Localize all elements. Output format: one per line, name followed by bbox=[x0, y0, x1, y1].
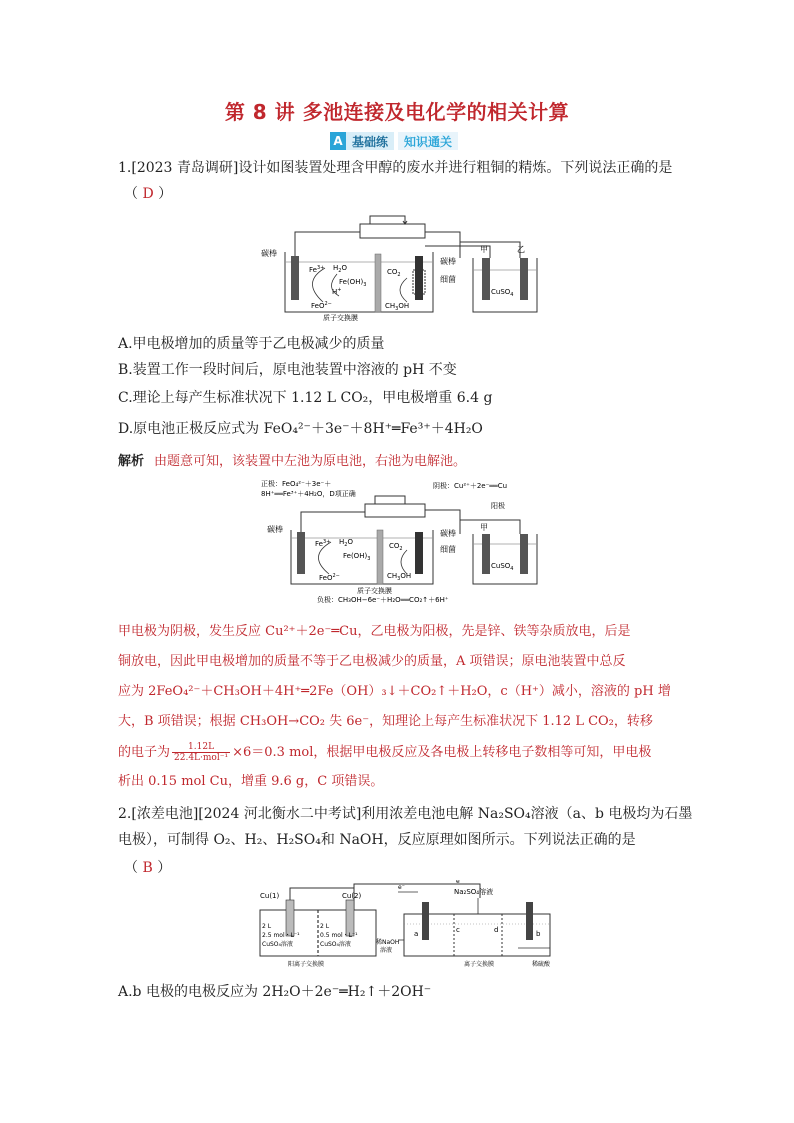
q1-label-hplus: H+ bbox=[332, 287, 342, 296]
q2-answer-line bbox=[124, 858, 171, 878]
q2-left-conc2: 2.5 mol・L⁻¹ bbox=[262, 932, 300, 939]
q2-electrode-cu1 bbox=[286, 900, 294, 936]
q1b-rheostat bbox=[365, 504, 425, 517]
explanation-p5-post: ×6＝0.3 mol，根据甲电极反应及各电极上转移电子数相等可知，甲电极 bbox=[232, 745, 652, 760]
q1-label-feo4: FeO$^{2-}$ bbox=[311, 301, 332, 310]
q1-label-feoh3: $Fe(OH)_3$ bbox=[339, 278, 367, 288]
q1-label-carbon-left: 碳棒 bbox=[261, 249, 277, 258]
q1-label-co2: $CO_2$ bbox=[387, 268, 401, 278]
q1b-label-carbon-left: 碳棒 bbox=[267, 525, 283, 534]
q1b-label-carbon-right: 碳棒 bbox=[440, 529, 456, 538]
q2-label-cu2: Cu(2) bbox=[342, 892, 362, 900]
q2-label-cu1: Cu(1) bbox=[260, 892, 280, 900]
q1b-slider-wire bbox=[375, 496, 405, 504]
q1-label-jia: 甲 bbox=[480, 245, 488, 254]
explanation-p5-pre: 的电子为 bbox=[118, 745, 171, 760]
q2-electrode-cu2 bbox=[346, 900, 354, 936]
q2-right-conc2: 0.5 mol・L⁻¹ bbox=[320, 932, 358, 939]
explanation-p6: 析出 0.15 mol Cu，增重 9.6 g，C 项错误。 bbox=[118, 774, 384, 789]
explanation-p3: 应为 2FeO₄²⁻＋CH₃OH＋4H⁺═2Fe（OH）₃↓＋CO₂↑＋H₂O，c（H⁺）减小，溶液的 pH 增 bbox=[118, 684, 671, 699]
badge-sub: 知识通关 bbox=[398, 132, 458, 150]
q1-electrode-yi bbox=[520, 258, 528, 300]
page-title: 第 8 讲 多池连接及电化学的相关计算 bbox=[224, 100, 570, 124]
q1-label-bacteria: 细菌 bbox=[440, 275, 456, 284]
q2-label-h2so4: 稀硫酸 bbox=[532, 961, 551, 968]
q1-explanation-intro-line bbox=[118, 452, 466, 472]
q2-cation-membrane-label: 阳离子交换膜 bbox=[288, 961, 325, 968]
q2-label-naoh2: 溶液 bbox=[380, 947, 393, 954]
q2-right-conc3: CuSO₄溶液 bbox=[320, 941, 351, 948]
q1b-label-feo4: FeO$^{2-}$ bbox=[319, 573, 340, 582]
explanation-p2: 铜放电，因此甲电极增加的质量不等于乙电极减少的质量，A 项错误；原电池装置中总反 bbox=[118, 654, 626, 669]
q1b-electrode-right bbox=[415, 532, 423, 574]
q1-answer-prefix: （ bbox=[124, 186, 143, 202]
q1b-label-jia: 甲 bbox=[480, 523, 488, 532]
badge-letter: A bbox=[330, 132, 346, 150]
q1b-electrode-left bbox=[297, 532, 305, 574]
badge-level: 基础练 bbox=[346, 132, 394, 150]
q1-label-ch3oh: $CH_3OH$ bbox=[385, 302, 410, 312]
q1b-membrane bbox=[377, 530, 383, 584]
q1-label-cuso4: CuSO$_4$ bbox=[491, 288, 514, 298]
q1-option-a: A.甲电极增加的质量等于乙电极减少的质量 bbox=[118, 336, 385, 352]
q1b-pos-line2: 8H⁺══Fe³⁺＋4H₂O，D项正确 bbox=[261, 490, 356, 498]
q1-label-carbon-right: 碳棒 bbox=[440, 257, 456, 266]
q1b-pos-line1: 正极：FeO₄²⁻＋3e⁻＋ bbox=[261, 480, 332, 488]
q1b-label-fe3: $Fe^{3+}$ bbox=[315, 539, 331, 548]
q1-electrode-jia bbox=[482, 258, 490, 300]
q2-stem-line1: 2.[浓差电池][2024 河北衡水二中考试]利用浓差电池电解 Na₂SO₄溶液（a、b 电极均为石墨 bbox=[118, 806, 693, 822]
q1b-label-membrane: 质子交换膜 bbox=[357, 587, 392, 595]
q2-label-d: d bbox=[494, 926, 499, 934]
q2-wire-hidden bbox=[290, 882, 408, 888]
q1-wire-mid bbox=[425, 232, 460, 258]
q1-electrode-left bbox=[291, 256, 299, 300]
q1b-label-ch3oh: $CH_3OH$ bbox=[387, 572, 412, 582]
q1-electrode-right bbox=[415, 256, 423, 300]
q1b-arrow-right bbox=[401, 550, 407, 574]
q1b-label-feoh3: $Fe(OH)_3$ bbox=[343, 552, 371, 562]
q1-label-fe3: $Fe^{3+}$ bbox=[309, 265, 325, 274]
q1-stem: 1.[2023 青岛调研]设计如图装置处理含甲醇的废水并进行粗铜的精炼。下列说法正确的是 bbox=[118, 160, 673, 176]
explanation-p4: 大，B 项错误；根据 CH₃OH→CO₂ 失 6e⁻，知理论上每产生标准状况下 1.12 L CO₂，转移 bbox=[118, 714, 653, 729]
q1b-anode: 阳极 bbox=[491, 502, 505, 510]
section-badge bbox=[330, 132, 458, 150]
q1-answer-line bbox=[124, 184, 172, 204]
q2-electrode-a bbox=[422, 902, 429, 940]
q2-label-na2so4: Na₂SO₄溶液 bbox=[454, 888, 494, 896]
q2-electron-label: e⁻ bbox=[456, 880, 463, 885]
q1-rheostat bbox=[360, 224, 425, 238]
explanation-label: 解析 bbox=[118, 454, 145, 469]
q2-answer-prefix: （ bbox=[124, 860, 143, 876]
q1-label-membrane: 质子交换膜 bbox=[323, 314, 358, 322]
q1-label-h2o: $H_2O$ bbox=[333, 264, 347, 274]
explanation-p5 bbox=[118, 742, 651, 763]
q1b-label-bacteria: 细菌 bbox=[440, 545, 456, 554]
explanation-p1: 甲电极为阴极，发生反应 Cu²⁺＋2e⁻═Cu，乙电极为阳极，先是锌、铁等杂质放电，后是 bbox=[118, 624, 631, 639]
q1-label-yi: 乙 bbox=[517, 245, 525, 254]
q1b-label-co2: $CO_2$ bbox=[389, 542, 403, 552]
q1-arrow-right bbox=[400, 278, 407, 302]
q1b-label-h2o: $H_2O$ bbox=[339, 538, 353, 548]
q1-answer-suffix: ） bbox=[153, 186, 173, 202]
q2-answer-suffix: ） bbox=[152, 860, 172, 876]
q1b-cathode: 阴极：Cu²⁺＋2e⁻══Cu bbox=[433, 482, 508, 490]
q1b-wire-left bbox=[301, 512, 365, 572]
q2-option-a: A.b 电极的电极反应为 2H₂O＋2e⁻═H₂↑＋2OH⁻ bbox=[118, 984, 432, 1000]
q1b-label-cuso4: CuSO$_4$ bbox=[491, 562, 514, 572]
fraction-denominator: 22.4L·mol⁻¹ bbox=[174, 753, 229, 763]
q2-left-conc1: 2 L bbox=[262, 923, 272, 930]
q2-label-b: b bbox=[536, 930, 541, 938]
q1b-electrode-yi bbox=[520, 534, 528, 574]
q1-membrane bbox=[375, 254, 381, 312]
q2-left-conc3: CuSO₄溶液 bbox=[262, 941, 293, 948]
q1-answer: D bbox=[142, 186, 154, 202]
q1-option-c: C.理论上每产生标准状况下 1.12 L CO₂，甲电极增重 6.4 g bbox=[118, 390, 493, 406]
q2-ion-membrane-label: 离子交换膜 bbox=[464, 961, 495, 968]
explanation-fraction bbox=[172, 742, 230, 763]
q2-stem-line2: 电极），可制得 O₂、H₂、H₂SO₄和 NaOH，反应原理如图所示。下列说法正确的是 bbox=[118, 832, 636, 848]
q1-option-d: D.原电池正极反应式为 FeO₄²⁻＋3e⁻＋8H⁺═Fe³⁺＋4H₂O bbox=[118, 421, 483, 437]
explanation-intro: 由题意可知，该装置中左池为原电池，右池为电解池。 bbox=[154, 454, 467, 469]
q2-label-naoh: 稀NaOH bbox=[376, 939, 400, 946]
q1-slider-wire bbox=[370, 216, 405, 224]
q2-label-c: c bbox=[456, 926, 460, 934]
q2-right-conc1: 2 L bbox=[320, 923, 330, 930]
q2-electron-label-2: e⁻ bbox=[398, 884, 405, 891]
q2-label-a: a bbox=[414, 930, 419, 938]
q1b-electrode-jia bbox=[482, 534, 490, 574]
q1-explanation-figure bbox=[255, 476, 545, 610]
q2-figure bbox=[258, 880, 558, 972]
q2-electrode-b bbox=[526, 902, 533, 940]
q2-answer: B bbox=[142, 860, 153, 876]
q1b-neg: 负极：CH₃OH−6e⁻＋H₂O══CO₂↑＋6H⁺ bbox=[317, 596, 449, 604]
q1-figure bbox=[255, 212, 545, 332]
q1b-wire-yi bbox=[460, 520, 520, 534]
fraction-numerator: 1.12L bbox=[172, 742, 230, 753]
q1-option-b: B.装置工作一段时间后，原电池装置中溶液的 pH 不变 bbox=[118, 362, 457, 378]
